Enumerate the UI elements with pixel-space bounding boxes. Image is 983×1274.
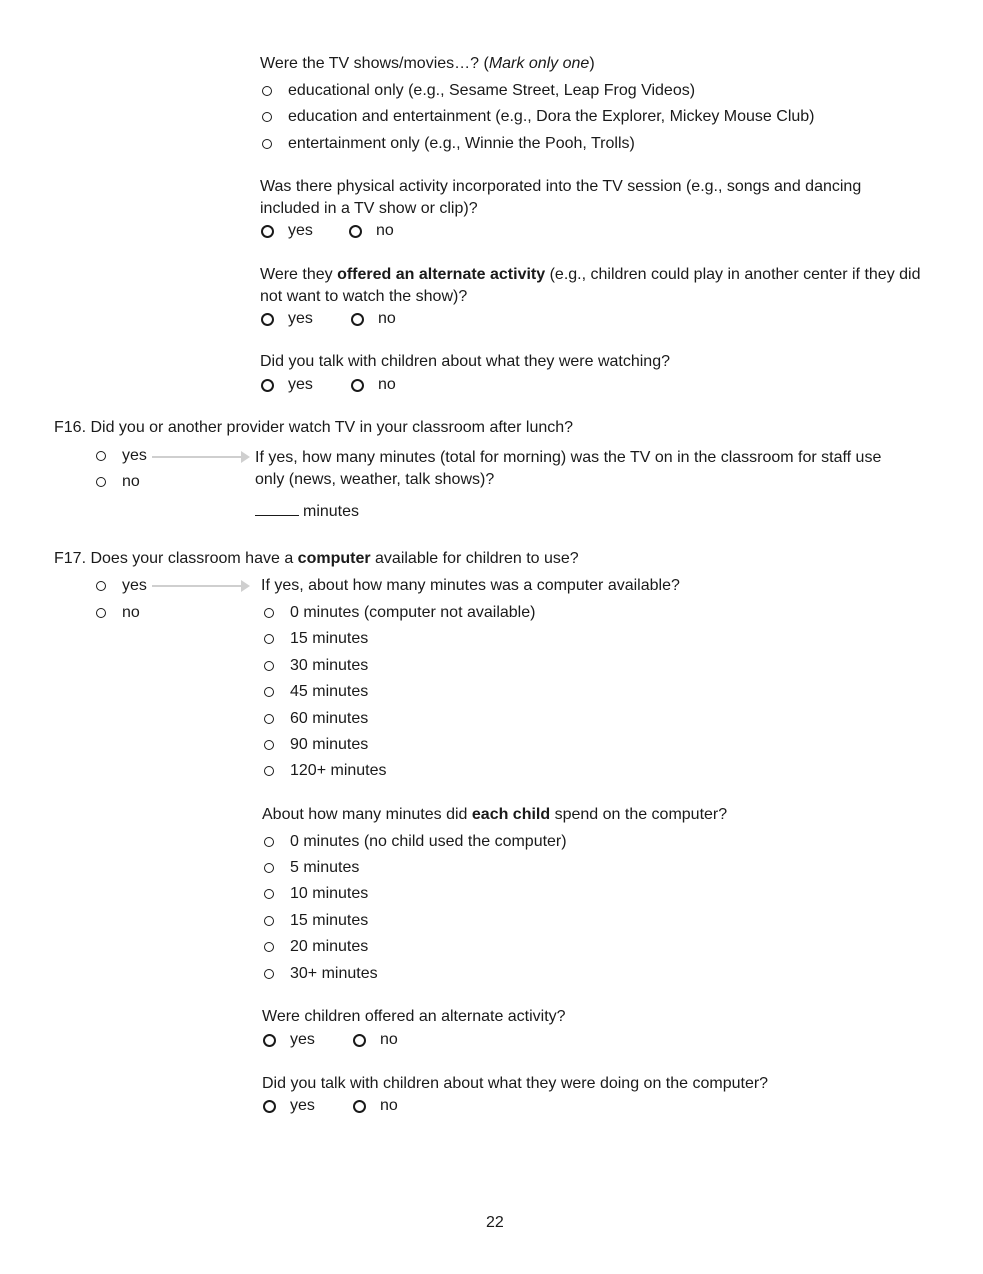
f17-alternate-no[interactable] xyxy=(353,1029,398,1051)
option-label: no xyxy=(122,473,140,490)
radio-circle-icon[interactable] xyxy=(261,313,274,326)
radio-circle-icon[interactable] xyxy=(261,225,274,238)
radio-circle-icon[interactable] xyxy=(263,1100,276,1113)
radio-circle-icon[interactable] xyxy=(264,661,274,671)
radio-circle-icon[interactable] xyxy=(96,451,106,461)
f17-question xyxy=(54,548,579,570)
f17-child-option-30[interactable] xyxy=(264,963,378,985)
arrow-right-icon xyxy=(152,456,242,458)
option-label: educational only (e.g., Sesame Street, Leap Frog Videos) xyxy=(288,82,696,99)
question-text: F17. Does your classroom have a xyxy=(54,550,298,567)
question-text: available for children to use? xyxy=(370,550,579,567)
option-label: no xyxy=(380,1097,398,1114)
option-label: 30 minutes xyxy=(290,657,369,674)
option-label: no xyxy=(122,604,140,621)
f16-no[interactable] xyxy=(96,471,140,493)
option-label: 15 minutes xyxy=(290,912,369,929)
radio-circle-icon[interactable] xyxy=(351,379,364,392)
question-text: Were they xyxy=(260,266,338,283)
question-text: spend on the computer? xyxy=(550,806,728,823)
option-label: 0 minutes (computer not available) xyxy=(290,604,536,621)
f17-alternate-yes[interactable] xyxy=(263,1029,315,1051)
option-label: no xyxy=(378,376,396,393)
f17-available-option-45[interactable] xyxy=(264,681,368,703)
page-number: 22 xyxy=(486,1214,504,1231)
option-label: 5 minutes xyxy=(290,859,360,876)
radio-circle-icon[interactable] xyxy=(353,1100,366,1113)
f16-question: F16. Did you or another provider watch TV in your classroom after lunch? xyxy=(54,419,574,436)
option-label: yes xyxy=(290,1097,315,1114)
option-label: entertainment only (e.g., Winnie the Pooh, Trolls) xyxy=(288,135,635,152)
f17-child-option-5[interactable] xyxy=(264,857,359,879)
radio-circle-icon[interactable] xyxy=(264,740,274,750)
tv-type-question xyxy=(260,53,595,75)
emphasis-text: computer xyxy=(297,550,371,567)
f17-child-option-10[interactable] xyxy=(264,883,368,905)
option-label: 30+ minutes xyxy=(290,965,378,982)
minutes-blank-line[interactable] xyxy=(255,501,299,516)
option-label: yes xyxy=(290,1031,315,1048)
radio-circle-icon[interactable] xyxy=(264,766,274,776)
tv-talk-question: Did you talk with children about what they were watching? xyxy=(260,353,670,370)
option-label: yes xyxy=(288,222,313,239)
radio-circle-icon[interactable] xyxy=(262,112,272,122)
option-label: 60 minutes xyxy=(290,710,369,727)
tv-type-option-educational[interactable] xyxy=(262,80,695,102)
f17-child-option-20[interactable] xyxy=(264,936,368,958)
radio-circle-icon[interactable] xyxy=(264,863,274,873)
tv-alternate-yes[interactable] xyxy=(261,308,313,330)
tv-talk-yes[interactable] xyxy=(261,374,313,396)
option-label: no xyxy=(378,310,396,327)
radio-circle-icon[interactable] xyxy=(349,225,362,238)
radio-circle-icon[interactable] xyxy=(263,1034,276,1047)
radio-circle-icon[interactable] xyxy=(264,687,274,697)
radio-circle-icon[interactable] xyxy=(262,86,272,96)
f17-available-option-120[interactable] xyxy=(264,760,387,782)
option-label: education and entertainment (e.g., Dora the Explorer, Mickey Mouse Club) xyxy=(288,108,815,125)
tv-physical-yes[interactable] xyxy=(261,220,313,242)
radio-circle-icon[interactable] xyxy=(264,969,274,979)
f17-yes[interactable] xyxy=(96,575,147,597)
f17-available-option-0[interactable] xyxy=(264,602,535,624)
radio-circle-icon[interactable] xyxy=(264,889,274,899)
radio-circle-icon[interactable] xyxy=(96,477,106,487)
f17-talk-no[interactable] xyxy=(353,1095,398,1117)
option-label: no xyxy=(380,1031,398,1048)
f17-talk-question: Did you talk with children about what they were doing on the computer? xyxy=(262,1075,769,1092)
minutes-label: minutes xyxy=(303,503,360,520)
tv-physical-no[interactable] xyxy=(349,220,394,242)
option-label: 0 minutes (no child used the computer) xyxy=(290,833,567,850)
radio-circle-icon[interactable] xyxy=(264,837,274,847)
option-label: yes xyxy=(122,577,147,594)
emphasis-text: offered an alternate activity xyxy=(337,266,546,283)
radio-circle-icon[interactable] xyxy=(96,581,106,591)
tv-type-option-both[interactable] xyxy=(262,106,815,128)
option-label: 45 minutes xyxy=(290,683,369,700)
option-label: no xyxy=(376,222,394,239)
tv-type-option-entertainment[interactable] xyxy=(262,133,635,155)
option-label: 90 minutes xyxy=(290,736,369,753)
option-label: yes xyxy=(288,310,313,327)
f17-child-option-0[interactable] xyxy=(264,831,567,853)
f17-child-option-15[interactable] xyxy=(264,910,368,932)
question-text: ) xyxy=(589,55,595,72)
tv-talk-no[interactable] xyxy=(351,374,396,396)
option-label: 10 minutes xyxy=(290,885,369,902)
emphasis-text: each child xyxy=(471,806,551,823)
radio-circle-icon[interactable] xyxy=(264,714,274,724)
f17-talk-yes[interactable] xyxy=(263,1095,315,1117)
f17-available-option-30[interactable] xyxy=(264,655,368,677)
radio-circle-icon[interactable] xyxy=(96,608,106,618)
f17-followup-question: If yes, about how many minutes was a computer available? xyxy=(261,577,680,594)
f17-available-option-15[interactable] xyxy=(264,628,368,650)
instruction-text: Mark only one xyxy=(488,55,590,72)
f17-each-child-question xyxy=(262,804,727,826)
option-label: yes xyxy=(122,447,147,464)
tv-alternate-no[interactable] xyxy=(351,308,396,330)
tv-alternate-question xyxy=(260,264,925,308)
f17-no[interactable] xyxy=(96,602,140,624)
radio-circle-icon[interactable] xyxy=(264,916,274,926)
radio-circle-icon[interactable] xyxy=(351,313,364,326)
arrow-right-icon xyxy=(152,585,242,587)
f17-available-option-60[interactable] xyxy=(264,708,368,730)
radio-circle-icon[interactable] xyxy=(262,139,272,149)
f16-yes[interactable] xyxy=(96,445,147,467)
question-text: Were the TV shows/movies…? ( xyxy=(260,55,489,72)
radio-circle-icon[interactable] xyxy=(264,942,274,952)
radio-circle-icon[interactable] xyxy=(261,379,274,392)
f17-available-option-90[interactable] xyxy=(264,734,368,756)
radio-circle-icon[interactable] xyxy=(264,634,274,644)
radio-circle-icon[interactable] xyxy=(264,608,274,618)
question-text: (e.g., children could play in another center if they did not want to watch the show)? xyxy=(260,266,921,305)
radio-circle-icon[interactable] xyxy=(353,1034,366,1047)
option-label: 120+ minutes xyxy=(290,762,387,779)
tv-physical-question: Was there physical activity incorporated into the TV session (e.g., songs and dancing included in a TV show or clip)? xyxy=(260,178,862,217)
f16-minutes-field[interactable] xyxy=(255,501,359,523)
option-label: yes xyxy=(288,376,313,393)
option-label: 15 minutes xyxy=(290,630,369,647)
option-label: 20 minutes xyxy=(290,938,369,955)
f17-alternate-question: Were children offered an alternate activity? xyxy=(262,1008,566,1025)
question-text: About how many minutes did xyxy=(262,806,472,823)
f16-followup-question: If yes, how many minutes (total for morning) was the TV on in the classroom for staff use only (news, weather, talk shows)? xyxy=(255,449,882,488)
